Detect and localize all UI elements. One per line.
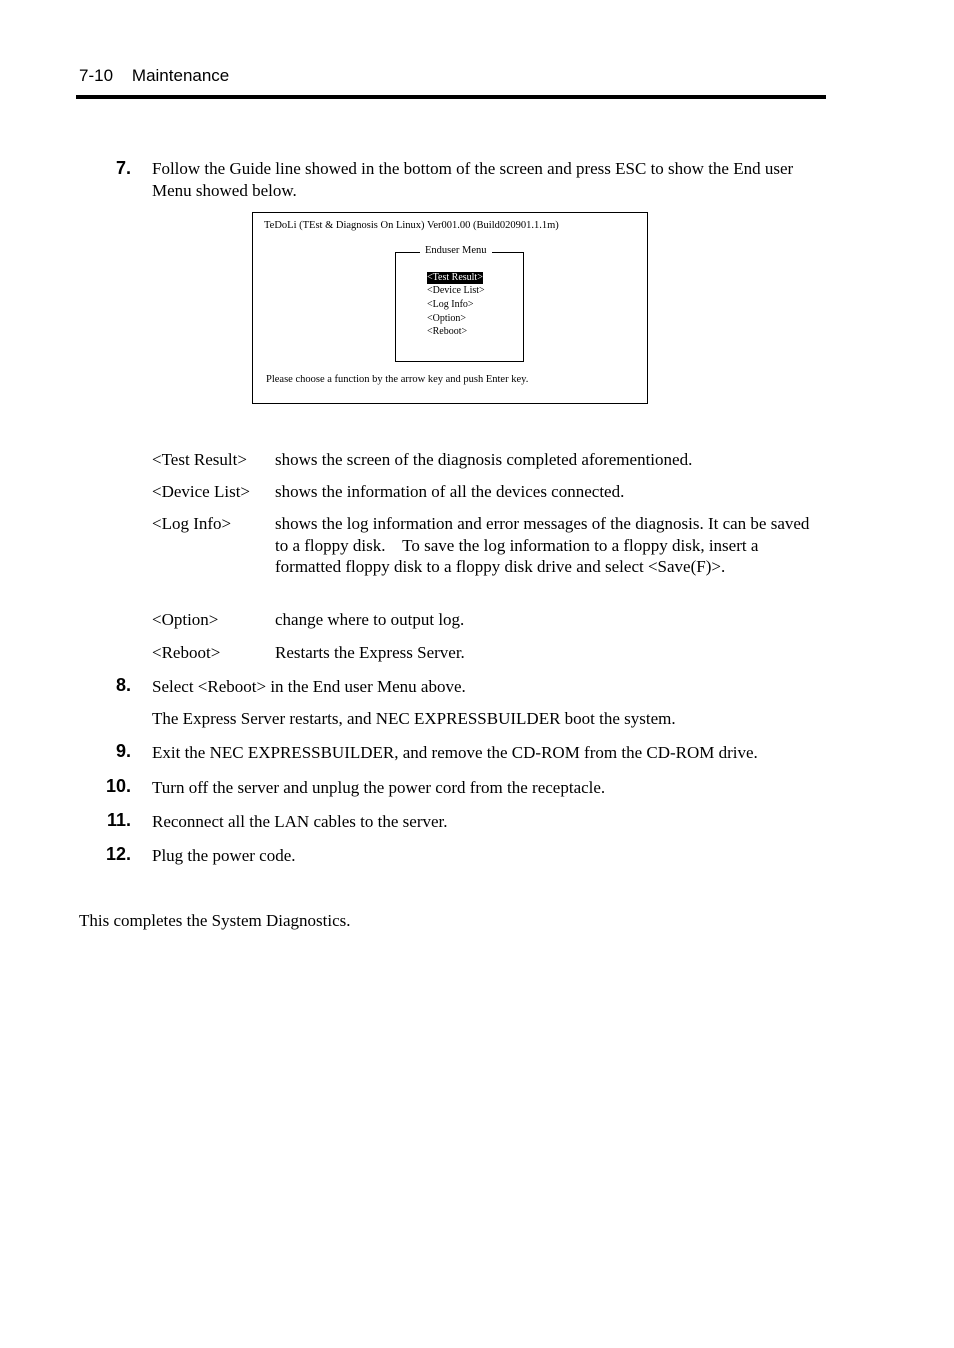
option-desc-option: change where to output log.	[275, 610, 465, 629]
step-9-text: Exit the NEC EXPRESSBUILDER, and remove the CD-ROM from the CD-ROM drive.	[152, 743, 758, 762]
closing-text: This completes the System Diagnostics.	[79, 911, 351, 930]
option-label-option: <Option>	[152, 610, 219, 629]
step-8-number: 8.	[115, 675, 131, 695]
screen-title: TeDoLi (TEst & Diagnosis On Linux) Ver001.00 (Build020901.1.1m)	[264, 220, 559, 231]
option-label-test-result: <Test Result>	[152, 450, 247, 469]
menu-item-device-list[interactable]: <Device List>	[427, 285, 485, 296]
menu-item-log-info[interactable]: <Log Info>	[427, 299, 474, 310]
step-8-text: Select <Reboot> in the End user Menu above.	[152, 677, 466, 696]
header-rule	[76, 95, 826, 99]
option-desc-device-list: shows the information of all the devices connected.	[275, 482, 625, 501]
step-7-number: 7.	[115, 158, 131, 178]
option-desc-reboot: Restarts the Express Server.	[275, 643, 465, 662]
step-8-note: The Express Server restarts, and NEC EXPRESSBUILDER boot the system.	[152, 709, 676, 728]
step-11-text: Reconnect all the LAN cables to the server.	[152, 812, 448, 831]
menu-title: Enduser Menu	[420, 245, 492, 256]
option-label-device-list: <Device List>	[152, 482, 251, 501]
step-10-text: Turn off the server and unplug the power cord from the receptacle.	[152, 778, 606, 797]
step-9-number: 9.	[115, 741, 131, 761]
enduser-menu-screen	[252, 212, 648, 404]
page-header-title: 7-10 Maintenance	[79, 66, 230, 85]
screen-help-text: Please choose a function by the arrow key and push Enter key.	[266, 374, 529, 385]
option-label-reboot: <Reboot>	[152, 643, 221, 662]
step-7-text: Follow the Guide line showed in the bottom of the screen and press ESC to show the End user Menu showed below.	[152, 159, 794, 200]
step-12-number: 12.	[105, 844, 131, 864]
step-10-number: 10.	[105, 776, 131, 796]
option-desc-test-result: shows the screen of the diagnosis completed aforementioned.	[275, 450, 693, 469]
step-12-text: Plug the power code.	[152, 846, 296, 865]
menu-item-reboot[interactable]: <Reboot>	[427, 326, 468, 337]
enduser-menu-box	[395, 245, 524, 362]
step-11-number: 11.	[106, 810, 131, 830]
menu-item-option[interactable]: <Option>	[427, 313, 467, 324]
option-desc-log-info: shows the log information and error messages of the diagnosis. It can be saved to a floppy disk. To save the log information to a floppy disk, insert a formatted floppy disk to a floppy disk drive and select <Save(F)>.	[275, 514, 814, 576]
menu-item-test-result[interactable]: <Test Result>	[427, 272, 483, 283]
option-label-log-info: <Log Info>	[152, 514, 232, 533]
